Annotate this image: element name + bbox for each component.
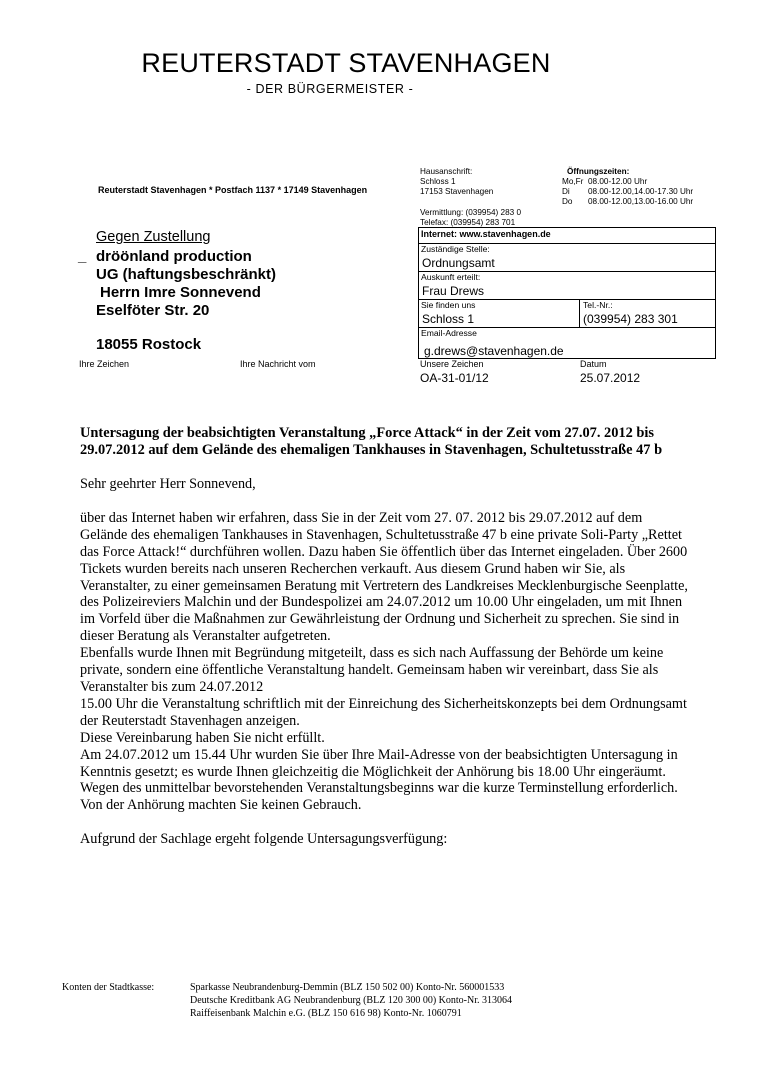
footer-account-2: Deutsche Kreditbank AG Neubrandenburg (BLZ 120 300 00) Konto-Nr. 313064 bbox=[190, 995, 512, 1006]
location-label: Sie finden uns bbox=[421, 300, 476, 310]
house-address-line2: 17153 Stavenhagen bbox=[420, 187, 494, 196]
contact-row bbox=[418, 271, 716, 300]
letter-paragraph: über das Internet haben wir erfahren, dass Sie in der Zeit vom 27. 07. 2012 bis 29.07.2012 auf dem Gelände des ehemaligen Tankhauses in Stavenhagen, Schultetusstraße 47 b eine private Soli-Party „Rettet das Force Attack!“ durchführen wollen. Dazu haben Sie öffentlich über das Internet eingeladen. Über 2600 Tickets wurden bereits nach unseren Recherchen verkauft. Aus diesem Grund haben wir Sie, als Veranstalter, zu einer gemeinsamen Beratung mit Vertretern des Landkreises Mecklenburgische Seenplatte, des Polizeireviers Malchin und der Bundespolizei am 24.07.2012 um 10.00 Uhr eingeladen, um mit Ihnen im Vorfeld über die Maßnahmen zur Gewährleistung der Ordnung und Sicherheit zu sprechen. Sie sind in dieser Beratung als Veranstalter aufgetreten. bbox=[80, 509, 688, 645]
department-label: Zuständige Stelle: bbox=[421, 244, 490, 254]
letter-body bbox=[80, 425, 692, 848]
internet-address: Internet: www.stavenhagen.de bbox=[421, 229, 551, 239]
opening-hours-days-3: Do bbox=[562, 197, 573, 206]
letter-paragraph: 15.00 Uhr die Veranstaltung schriftlich mit der Einreichung des Sicherheitskonzepts bei dem Ordnungsamt der Reuterstadt Stavenhagen anzeigen. bbox=[80, 695, 687, 729]
footer-account-3: Raiffeisenbank Malchin e.G. (BLZ 150 616 98) Konto-Nr. 1060791 bbox=[190, 1008, 462, 1019]
opening-hours-time-3: 08.00-12.00,13.00-16.00 Uhr bbox=[588, 197, 694, 206]
date-value: 25.07.2012 bbox=[580, 371, 641, 385]
phone-value: (039954) 283 301 bbox=[583, 312, 678, 326]
recipient-street: Eselföter Str. 20 bbox=[96, 302, 210, 319]
recipient-city: 18055 Rostock bbox=[96, 336, 202, 353]
letter-paragraph: Aufgrund der Sachlage ergeht folgende Untersagungsverfügung: bbox=[80, 831, 448, 848]
your-message-label: Ihre Nachricht vom bbox=[240, 359, 316, 369]
phone-label: Tel.-Nr.: bbox=[583, 300, 613, 310]
department-value: Ordnungsamt bbox=[422, 256, 495, 270]
email-value: g.drews@stavenhagen.de bbox=[424, 344, 564, 358]
letter-salutation: Sehr geehrter Herr Sonnevend, bbox=[80, 476, 256, 492]
fax-number: Telefax: (039954) 283 701 bbox=[420, 218, 516, 227]
opening-hours-days-1: Mo,Fr bbox=[562, 177, 584, 186]
house-address-line1: Schloss 1 bbox=[420, 177, 456, 186]
opening-hours-time-2: 08.00-12.00,14.00-17.30 Uhr bbox=[588, 187, 694, 196]
opening-hours-label: Öffnungszeiten: bbox=[567, 167, 630, 176]
letter-paragraph: Ebenfalls wurde Ihnen mit Begründung mitgeteilt, dass es sich nach Auffassung der Behörde um keine private, sondern eine öffentliche Veranstaltung handelt. Gemeinsam haben wir vereinbart, dass Sie als Veranstalter bis zum 24.07.2012 bbox=[80, 645, 664, 695]
internet-row bbox=[418, 227, 716, 244]
letterhead-subtitle: - DER BÜRGERMEISTER - bbox=[246, 82, 414, 96]
contact-label: Auskunft erteilt: bbox=[421, 272, 481, 282]
footer-accounts-label: Konten der Stadtkasse: bbox=[62, 982, 155, 993]
recipient-marker: _ bbox=[78, 248, 87, 265]
footer-account-1: Sparkasse Neubrandenburg-Demmin (BLZ 150 502 00) Konto-Nr. 560001533 bbox=[190, 982, 505, 993]
recipient-company: dröönland production bbox=[96, 248, 252, 265]
location-value: Schloss 1 bbox=[422, 312, 475, 326]
email-label: Email-Adresse bbox=[421, 328, 477, 338]
location-divider bbox=[579, 300, 580, 328]
letter-paragraph: Wegen des unmittelbar bevorstehenden Veranstaltungsbeginns war die kurze Terminstellung erforderlich. bbox=[80, 780, 678, 797]
switchboard-number: Vermittlung: (039954) 283 0 bbox=[420, 208, 522, 217]
location-row bbox=[418, 299, 716, 328]
recipient-person: Herrn Imre Sonnevend bbox=[100, 284, 261, 301]
opening-hours-time-1: 08.00-12.00 Uhr bbox=[588, 177, 648, 186]
recipient-company-form: UG (haftungsbeschränkt) bbox=[96, 266, 277, 283]
opening-hours-days-2: Di bbox=[562, 187, 570, 196]
our-reference-value: OA-31-01/12 bbox=[420, 371, 489, 385]
department-row bbox=[418, 243, 716, 272]
letter-paragraph: Diese Vereinbarung haben Sie nicht erfüllt. bbox=[80, 729, 325, 746]
delivery-note: Gegen Zustellung bbox=[96, 229, 211, 245]
letter-paragraph: Am 24.07.2012 um 15.44 Uhr wurden Sie über Ihre Mail-Adresse von der beabsichtigten Untersagung in Kenntnis gesetzt; es wurde Ihnen gleichzeitig die Möglichkeit der Anhörung bis 18.00 Uhr eingeräumt. bbox=[80, 746, 678, 780]
house-address-label: Hausanschrift: bbox=[420, 167, 473, 176]
letterhead-title: REUTERSTADT STAVENHAGEN bbox=[141, 48, 551, 78]
letter-subject: Untersagung der beabsichtigten Veranstaltung „Force Attack“ in der Zeit vom 27.07. 2012 bis 29.07.2012 auf dem Gelände des ehemaligen Tankhauses in Stavenhagen, Schultetusstraße 47 b bbox=[80, 425, 663, 458]
date-label: Datum bbox=[580, 359, 607, 369]
letter-paragraph: Von der Anhörung machten Sie keinen Gebrauch. bbox=[80, 797, 362, 814]
contact-value: Frau Drews bbox=[422, 284, 485, 298]
your-reference-label: Ihre Zeichen bbox=[79, 359, 130, 369]
email-row bbox=[418, 327, 716, 359]
sender-return-address: Reuterstadt Stavenhagen * Postfach 1137 * 17149 Stavenhagen bbox=[98, 185, 368, 195]
our-reference-label: Unsere Zeichen bbox=[420, 359, 484, 369]
